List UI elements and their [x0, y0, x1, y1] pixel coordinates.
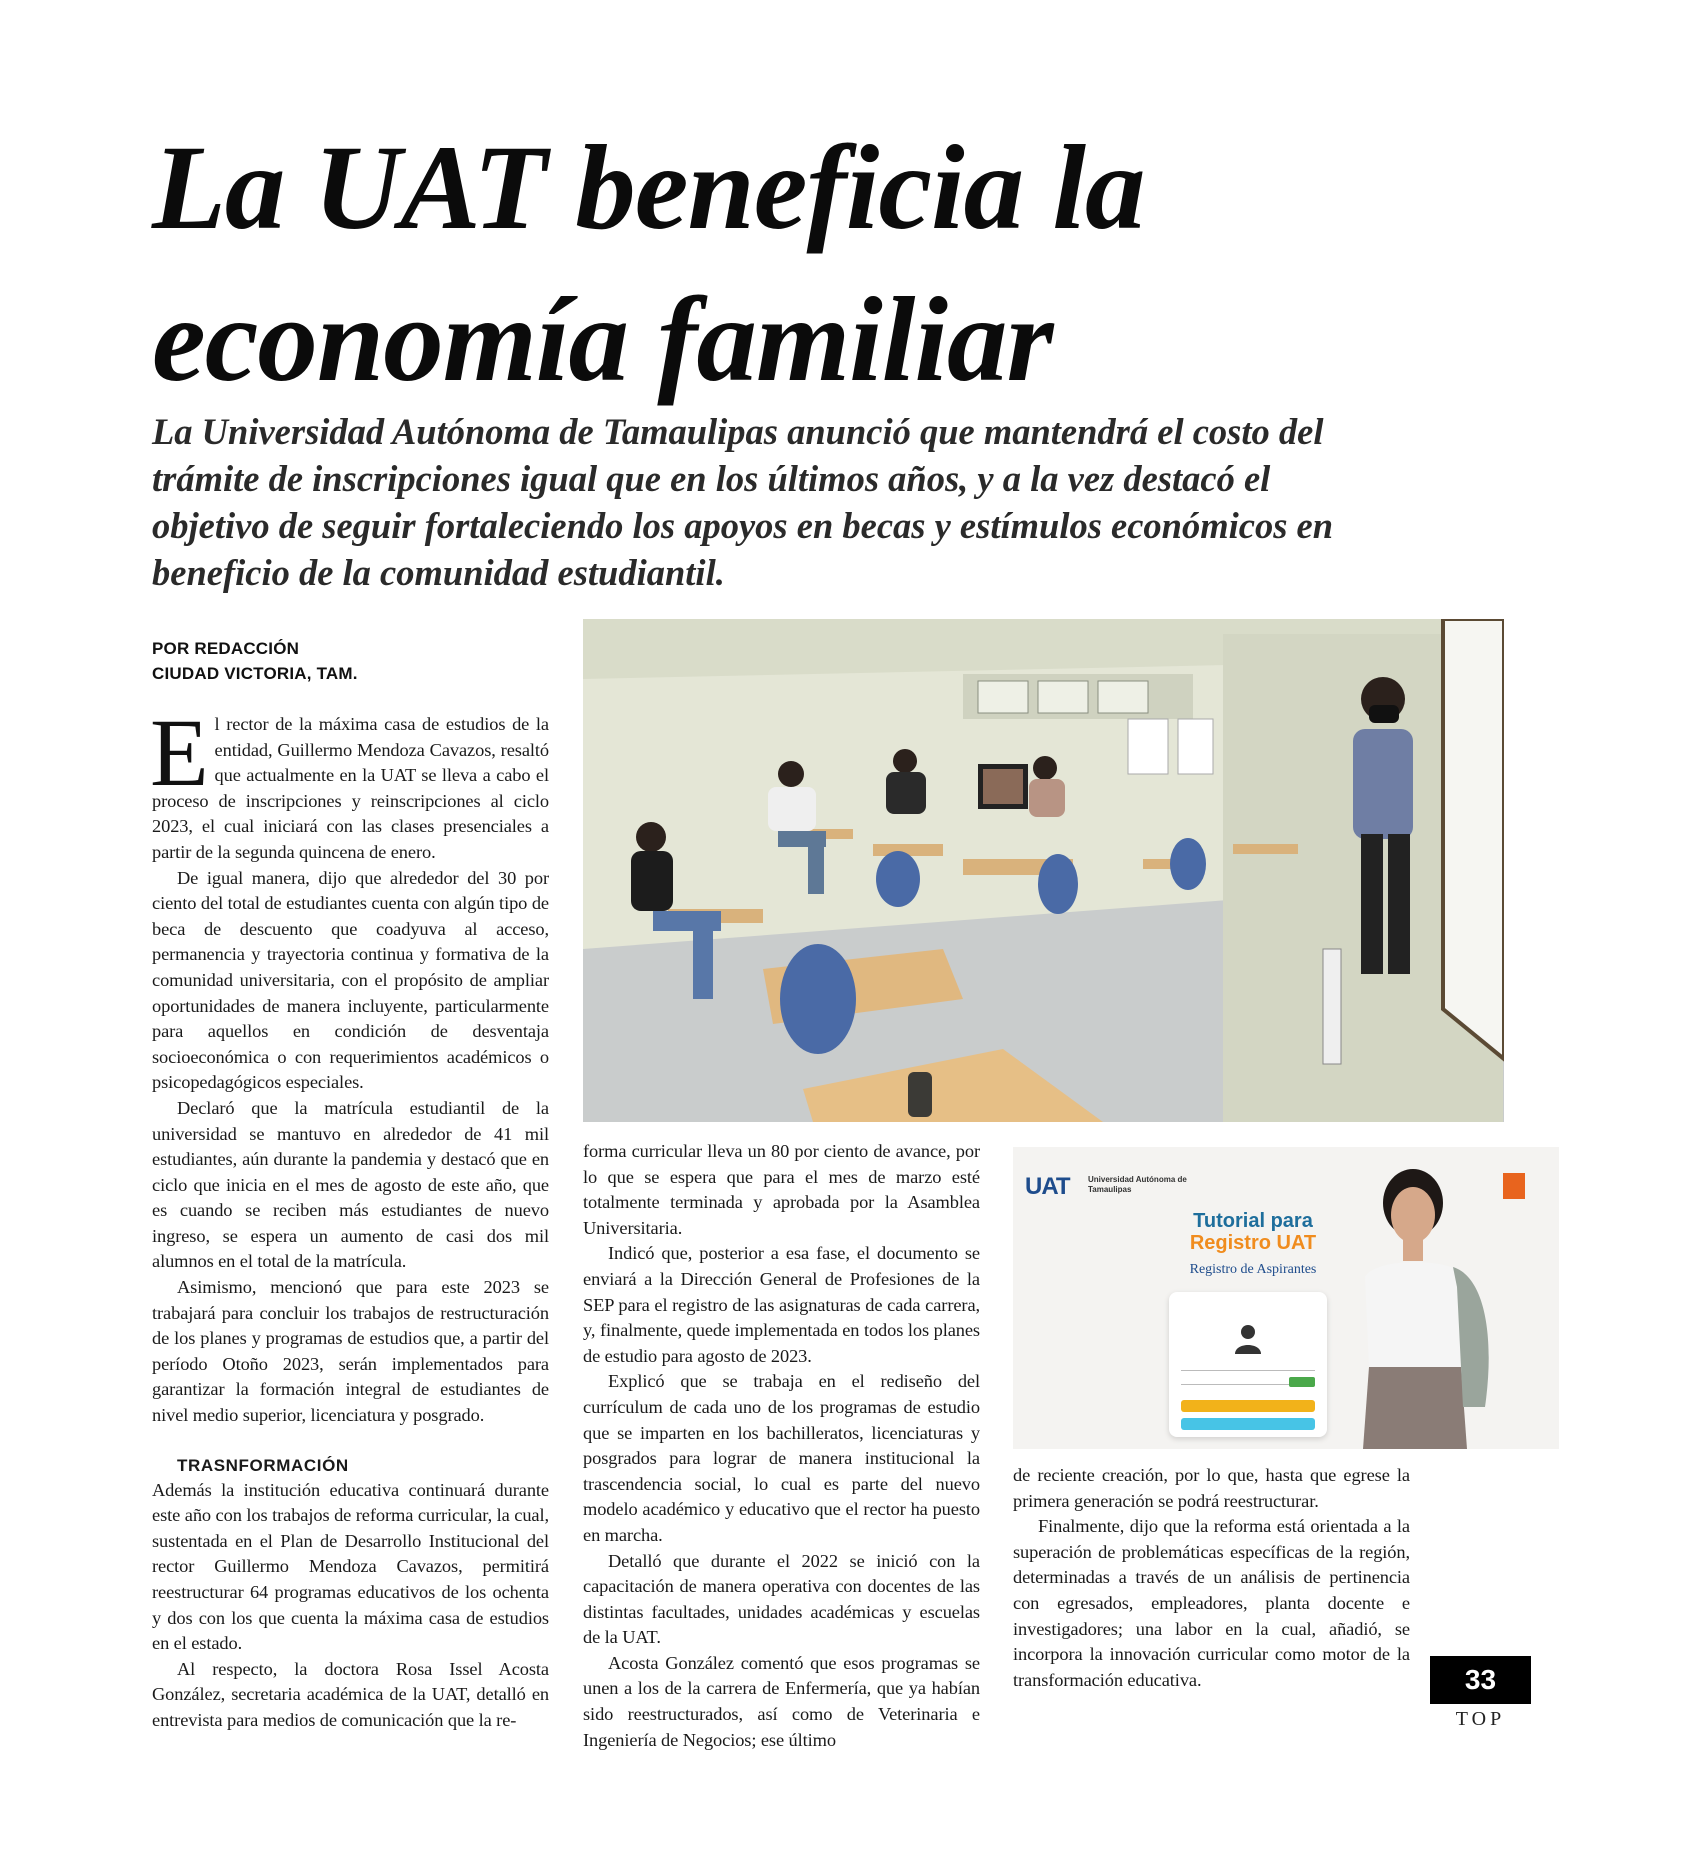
- article-paragraph: Indicó que, posterior a esa fase, el documento se enviará a la Dirección General de Profesiones de la SEP para el registro de las asignaturas de cada carrera, y, finalmente, quede implementada en todos los planes de estudio para agosto de 2023.: [583, 1243, 980, 1366]
- article-paragraph: Al respecto, la doctora Rosa Issel Acosta González, secretaria académica de la UAT, detalló en entrevista para medios de comunicación que la re-: [152, 1658, 549, 1730]
- byline: [152, 636, 358, 686]
- uat-logo: UAT: [1025, 1173, 1070, 1200]
- article-paragraph: Acosta González comentó que esos programas se unen a los de la carrera de Enfermería, que ya habían sido reestructurados, así como de Veterinaria e Ingeniería de Negocios; ese último: [583, 1652, 980, 1750]
- byline-author: POR REDACCIÓN: [152, 639, 300, 658]
- recover-password-button: [1181, 1418, 1315, 1430]
- password-field: [1181, 1384, 1291, 1385]
- student-figure: [1335, 1167, 1505, 1449]
- headline: La UAT beneficia la economía familiar: [152, 121, 1145, 407]
- username-field: [1181, 1370, 1315, 1371]
- promo-subtitle: Registro de Aspirantes: [1189, 1262, 1317, 1277]
- registration-tutorial-image: [1013, 1147, 1559, 1449]
- promo-title: Tutorial para Registro UAT: [1189, 1210, 1317, 1254]
- section-label: TOP: [1455, 1708, 1506, 1730]
- article-paragraph: Detalló que durante el 2022 se inició con la capacitación de manera operativa con docentes de las distintas facultades, unidades académicas y escuelas de la UAT.: [583, 1550, 980, 1648]
- article-column-2: [583, 1139, 980, 1753]
- fadu-logo-icon: [1503, 1173, 1525, 1199]
- article-paragraph: Además la institución educativa continuará durante este año con los trabajos de reforma curricular, la cual, sustentada en el Plan de Desarrollo Institucional del rector Guillermo Mendoza Cavazos, permitirá reestructurar 64 programas educativos de los ochenta y dos con los que cuenta la máxima casa de estudios en el estado.: [152, 1479, 549, 1654]
- user-avatar-icon: [1232, 1322, 1264, 1354]
- article-column-1: [150, 699, 549, 1734]
- university-name: Universidad Autónoma de Tamaulipas: [1088, 1175, 1187, 1194]
- drop-cap: E: [150, 699, 209, 806]
- article-column-3: [1013, 1463, 1410, 1693]
- section-subhead: TRASNFORMACIÓN: [177, 1455, 349, 1475]
- deck-summary: La Universidad Autónoma de Tamaulipas anunció que mantendrá el costo del trámite de inscripciones igual que en los últimos años, y a la vez destacó el objetivo de seguir fortaleciendo los apoyos en becas y estímulos económicos en beneficio de la comunidad estudiantil.: [152, 411, 1334, 593]
- article-paragraph: de reciente creación, por lo que, hasta que egrese la primera generación se podrá reestructurar.: [1013, 1465, 1410, 1511]
- page-number: 33: [1430, 1656, 1531, 1704]
- article-paragraph: Declaró que la matrícula estudiantil de la universidad se mantuvo en alrededor de 41 mil estudiantes, aún durante la pandemia y destacó que en ciclo que inicia en el mes de agosto de este año, que es cuando se reciben más estudiantes de nuevo ingreso, se espera un aumento de casi dos mil alumnos en el total de la matrícula.: [152, 1097, 549, 1272]
- article-paragraph: El rector de la máxima casa de estudios de la entidad, Guillermo Mendoza Cavazos, resaltó que actualmente en la UAT se lleva a cabo el proceso de inscripciones y reinscripciones al ciclo 2023, el cual iniciará con las clases presenciales a partir de la segunda quincena de enero.: [150, 699, 549, 862]
- login-card: [1169, 1292, 1327, 1437]
- new-applicant-button: [1181, 1400, 1315, 1412]
- article-paragraph: Explicó que se trabaja en el rediseño del currículum de cada uno de los programas de estudio que se imparten en los bachilleratos, licenciaturas y posgrados para lograr de manera institucional la trascendencia social, lo cual es parte del nuevo modelo académico y educativo que el rector ha puesto en marcha.: [583, 1371, 980, 1545]
- classroom-photo: [583, 619, 1504, 1122]
- article-paragraph: forma curricular lleva un 80 por ciento de avance, por lo que se espera que para el mes de marzo esté totalmente terminada y aprobada por la Asamblea Universitaria.: [583, 1141, 980, 1238]
- article-paragraph: De igual manera, dijo que alrededor del 30 por ciento del total de estudiantes cuenta con algún tipo de beca de descuento que coadyuva al acceso, permanencia y trayectoria continua y formativa de la comunidad universitaria, con el propósito de ampliar oportunidades de manera incluyente, particularmente para aquellos en condición de desventaja socioeconómica o con requerimientos académicos o psicopedagógicos especiales.: [152, 867, 549, 1093]
- article-paragraph: Finalmente, dijo que la reforma está orientada a la superación de problemáticas específicas de la región, determinadas a través de un análisis de pertinencia con egresados, empleadores, planta docente e investigadores; una labor en la cual, añadió, se incorpora la innovación curricular como motor de la transformación educativa.: [1013, 1516, 1410, 1690]
- article-paragraph: Asimismo, mencionó que para este 2023 se trabajará para concluir los trabajos de restructuración de los planes y programas de estudios que, a partir del período Otoño 2023, serán implementados para garantizar la formación integral de estudiantes de nivel medio superior, licenciatura y posgrado.: [152, 1277, 549, 1426]
- login-button: [1289, 1377, 1315, 1387]
- byline-place: CIUDAD VICTORIA, TAM.: [152, 664, 358, 683]
